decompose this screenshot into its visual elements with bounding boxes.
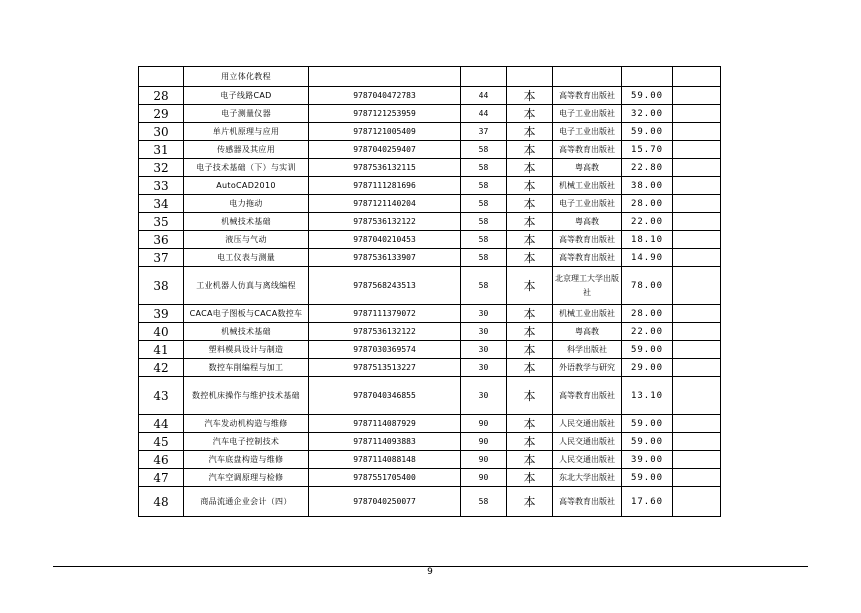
- cell-name: 汽车空调原理与检修: [184, 469, 309, 487]
- cell-publisher: 粤高教: [553, 213, 622, 231]
- cell-price: 18.10: [622, 231, 673, 249]
- cell-name: 传感器及其应用: [184, 141, 309, 159]
- cell-isbn: 9787568243513: [309, 267, 461, 305]
- cell-pages: 30: [461, 341, 507, 359]
- cell-extra: [673, 377, 721, 415]
- cell-no: 41: [139, 341, 184, 359]
- cell-price: 22.80: [622, 159, 673, 177]
- cell-pages: 58: [461, 177, 507, 195]
- table-row: [139, 195, 721, 213]
- cell-pages: 58: [461, 141, 507, 159]
- cell-price: 59.00: [622, 341, 673, 359]
- cell-name: 机械技术基础: [184, 213, 309, 231]
- cell-name: 商品流通企业会计（四）: [184, 487, 309, 517]
- page-number: 9: [427, 567, 433, 577]
- cell-no: 35: [139, 213, 184, 231]
- cell-unit: 本: [507, 87, 553, 105]
- cell-name: 电工仪表与测量: [184, 249, 309, 267]
- cell-extra: [673, 123, 721, 141]
- cell-no: 45: [139, 433, 184, 451]
- cell-publisher: 粤高教: [553, 159, 622, 177]
- cell-extra: [673, 341, 721, 359]
- cell-extra: [673, 105, 721, 123]
- cell-isbn: 9787114088148: [309, 451, 461, 469]
- cell-no: 43: [139, 377, 184, 415]
- cell-price: 59.00: [622, 433, 673, 451]
- cell-pages: 58: [461, 249, 507, 267]
- cell-price: 28.00: [622, 305, 673, 323]
- table-row: [139, 249, 721, 267]
- table-row: [139, 159, 721, 177]
- cell-no: 29: [139, 105, 184, 123]
- cell-pages: 30: [461, 377, 507, 415]
- cell-unit: 本: [507, 487, 553, 517]
- cell-name: 塑料模具设计与制造: [184, 341, 309, 359]
- cell-name: 电子测量仪器: [184, 105, 309, 123]
- cell-extra: [673, 267, 721, 305]
- cell-publisher: 电子工业出版社: [553, 195, 622, 213]
- cell-publisher: 高等教育出版社: [553, 231, 622, 249]
- cell-name: 汽车电子控制技术: [184, 433, 309, 451]
- cell-pages: 58: [461, 159, 507, 177]
- cell-extra: [673, 451, 721, 469]
- cell-unit: 本: [507, 231, 553, 249]
- cell-no: [139, 67, 184, 87]
- cell-isbn: 9787040346855: [309, 377, 461, 415]
- table-row: [139, 323, 721, 341]
- cell-extra: [673, 213, 721, 231]
- cell-no: 37: [139, 249, 184, 267]
- cell-name: 电子线路CAD: [184, 87, 309, 105]
- cell-extra: [673, 177, 721, 195]
- cell-name: 汽车发动机构造与维修: [184, 415, 309, 433]
- cell-publisher: 高等教育出版社: [553, 87, 622, 105]
- cell-price: 59.00: [622, 87, 673, 105]
- table-row: [139, 177, 721, 195]
- cell-price: 29.00: [622, 359, 673, 377]
- cell-isbn: 9787040259407: [309, 141, 461, 159]
- cell-price: 59.00: [622, 469, 673, 487]
- cell-isbn: 9787040210453: [309, 231, 461, 249]
- cell-name: 机械技术基础: [184, 323, 309, 341]
- cell-isbn: 9787536132122: [309, 213, 461, 231]
- cell-unit: 本: [507, 249, 553, 267]
- cell-publisher: 电子工业出版社: [553, 105, 622, 123]
- cell-price: [622, 67, 673, 87]
- cell-extra: [673, 231, 721, 249]
- cell-name: 工业机器人仿真与离线编程: [184, 267, 309, 305]
- cell-unit: 本: [507, 305, 553, 323]
- cell-unit: 本: [507, 377, 553, 415]
- cell-publisher: 人民交通出版社: [553, 451, 622, 469]
- cell-unit: 本: [507, 341, 553, 359]
- cell-isbn: [309, 67, 461, 87]
- cell-price: 17.60: [622, 487, 673, 517]
- cell-name: 数控机床操作与维护技术基础: [184, 377, 309, 415]
- cell-publisher: 高等教育出版社: [553, 487, 622, 517]
- cell-isbn: 9787513513227: [309, 359, 461, 377]
- cell-isbn: 9787030369574: [309, 341, 461, 359]
- table-row: [139, 231, 721, 249]
- cell-unit: 本: [507, 123, 553, 141]
- table-row: [139, 415, 721, 433]
- cell-pages: 90: [461, 433, 507, 451]
- cell-unit: 本: [507, 159, 553, 177]
- cell-extra: [673, 433, 721, 451]
- cell-pages: 30: [461, 323, 507, 341]
- table-row: [139, 451, 721, 469]
- cell-extra: [673, 359, 721, 377]
- cell-no: 48: [139, 487, 184, 517]
- cell-pages: 44: [461, 105, 507, 123]
- cell-publisher: 科学出版社: [553, 341, 622, 359]
- cell-pages: 90: [461, 415, 507, 433]
- cell-name: 单片机原理与应用: [184, 123, 309, 141]
- cell-extra: [673, 87, 721, 105]
- cell-no: 46: [139, 451, 184, 469]
- cell-pages: 44: [461, 87, 507, 105]
- cell-price: 13.10: [622, 377, 673, 415]
- cell-no: 32: [139, 159, 184, 177]
- cell-isbn: 9787111281696: [309, 177, 461, 195]
- cell-no: 47: [139, 469, 184, 487]
- cell-unit: 本: [507, 451, 553, 469]
- cell-unit: 本: [507, 105, 553, 123]
- cell-price: 78.00: [622, 267, 673, 305]
- cell-isbn: 9787551705400: [309, 469, 461, 487]
- cell-unit: 本: [507, 141, 553, 159]
- cell-pages: 58: [461, 231, 507, 249]
- cell-no: 40: [139, 323, 184, 341]
- cell-no: 39: [139, 305, 184, 323]
- cell-no: 33: [139, 177, 184, 195]
- cell-extra: [673, 487, 721, 517]
- table-row: [139, 267, 721, 305]
- cell-extra: [673, 305, 721, 323]
- cell-extra: [673, 249, 721, 267]
- cell-isbn: 9787114093883: [309, 433, 461, 451]
- cell-pages: 58: [461, 267, 507, 305]
- table-row: [139, 469, 721, 487]
- cell-publisher: 电子工业出版社: [553, 123, 622, 141]
- cell-price: 59.00: [622, 415, 673, 433]
- cell-name: 电子技术基础（下）与实训: [184, 159, 309, 177]
- cell-name: CACA电子图板与CACA数控车: [184, 305, 309, 323]
- cell-publisher: 人民交通出版社: [553, 415, 622, 433]
- cell-unit: 本: [507, 433, 553, 451]
- cell-name: 液压与气动: [184, 231, 309, 249]
- table-row-continuation: [139, 67, 721, 87]
- cell-extra: [673, 195, 721, 213]
- cell-isbn: 9787536132122: [309, 323, 461, 341]
- table-row: [139, 377, 721, 415]
- cell-unit: [507, 67, 553, 87]
- cell-unit: 本: [507, 195, 553, 213]
- cell-name: 数控车削编程与加工: [184, 359, 309, 377]
- cell-name: 用立体化教程: [184, 67, 309, 87]
- cell-price: 38.00: [622, 177, 673, 195]
- cell-publisher: 高等教育出版社: [553, 141, 622, 159]
- cell-unit: 本: [507, 177, 553, 195]
- cell-pages: 37: [461, 123, 507, 141]
- table-row: [139, 341, 721, 359]
- table-row: [139, 305, 721, 323]
- cell-publisher: 高等教育出版社: [553, 249, 622, 267]
- cell-isbn: 9787111379072: [309, 305, 461, 323]
- cell-publisher: 粤高教: [553, 323, 622, 341]
- cell-pages: 90: [461, 469, 507, 487]
- table-row: [139, 213, 721, 231]
- cell-isbn: 9787536132115: [309, 159, 461, 177]
- cell-pages: 90: [461, 451, 507, 469]
- cell-price: 59.00: [622, 123, 673, 141]
- cell-price: 28.00: [622, 195, 673, 213]
- cell-extra: [673, 415, 721, 433]
- cell-price: 22.00: [622, 213, 673, 231]
- cell-isbn: 9787121140204: [309, 195, 461, 213]
- table-row: [139, 141, 721, 159]
- cell-pages: 30: [461, 305, 507, 323]
- cell-price: 39.00: [622, 451, 673, 469]
- cell-publisher: 东北大学出版社: [553, 469, 622, 487]
- cell-publisher: 机械工业出版社: [553, 305, 622, 323]
- cell-extra: [673, 469, 721, 487]
- cell-pages: 30: [461, 359, 507, 377]
- cell-unit: 本: [507, 323, 553, 341]
- cell-publisher: 高等教育出版社: [553, 377, 622, 415]
- cell-unit: 本: [507, 415, 553, 433]
- cell-extra: [673, 159, 721, 177]
- cell-isbn: 9787536133907: [309, 249, 461, 267]
- table-row: [139, 123, 721, 141]
- cell-unit: 本: [507, 213, 553, 231]
- cell-publisher: 人民交通出版社: [553, 433, 622, 451]
- cell-no: 30: [139, 123, 184, 141]
- cell-publisher: 机械工业出版社: [553, 177, 622, 195]
- table-row: [139, 433, 721, 451]
- table-row: [139, 487, 721, 517]
- cell-pages: 58: [461, 487, 507, 517]
- cell-pages: 58: [461, 195, 507, 213]
- cell-no: 28: [139, 87, 184, 105]
- cell-extra: [673, 323, 721, 341]
- cell-price: 14.90: [622, 249, 673, 267]
- cell-no: 36: [139, 231, 184, 249]
- cell-price: 15.70: [622, 141, 673, 159]
- table-row: [139, 359, 721, 377]
- cell-price: 32.00: [622, 105, 673, 123]
- cell-name: AutoCAD2010: [184, 177, 309, 195]
- cell-extra: [673, 67, 721, 87]
- cell-publisher: 北京理工大学出版社: [553, 267, 622, 305]
- cell-no: 44: [139, 415, 184, 433]
- book-list-table: [138, 66, 721, 517]
- cell-publisher: 外语教学与研究: [553, 359, 622, 377]
- cell-no: 42: [139, 359, 184, 377]
- cell-isbn: 9787121253959: [309, 105, 461, 123]
- cell-isbn: 9787040250077: [309, 487, 461, 517]
- cell-unit: 本: [507, 469, 553, 487]
- cell-unit: 本: [507, 359, 553, 377]
- cell-name: 电力拖动: [184, 195, 309, 213]
- cell-isbn: 9787040472783: [309, 87, 461, 105]
- cell-name: 汽车底盘构造与维修: [184, 451, 309, 469]
- cell-isbn: 9787114087929: [309, 415, 461, 433]
- cell-publisher: [553, 67, 622, 87]
- cell-pages: 58: [461, 213, 507, 231]
- cell-no: 34: [139, 195, 184, 213]
- table-row: [139, 87, 721, 105]
- table-row: [139, 105, 721, 123]
- cell-no: 31: [139, 141, 184, 159]
- cell-price: 22.00: [622, 323, 673, 341]
- cell-extra: [673, 141, 721, 159]
- cell-unit: 本: [507, 267, 553, 305]
- cell-pages: [461, 67, 507, 87]
- cell-isbn: 9787121005409: [309, 123, 461, 141]
- cell-no: 38: [139, 267, 184, 305]
